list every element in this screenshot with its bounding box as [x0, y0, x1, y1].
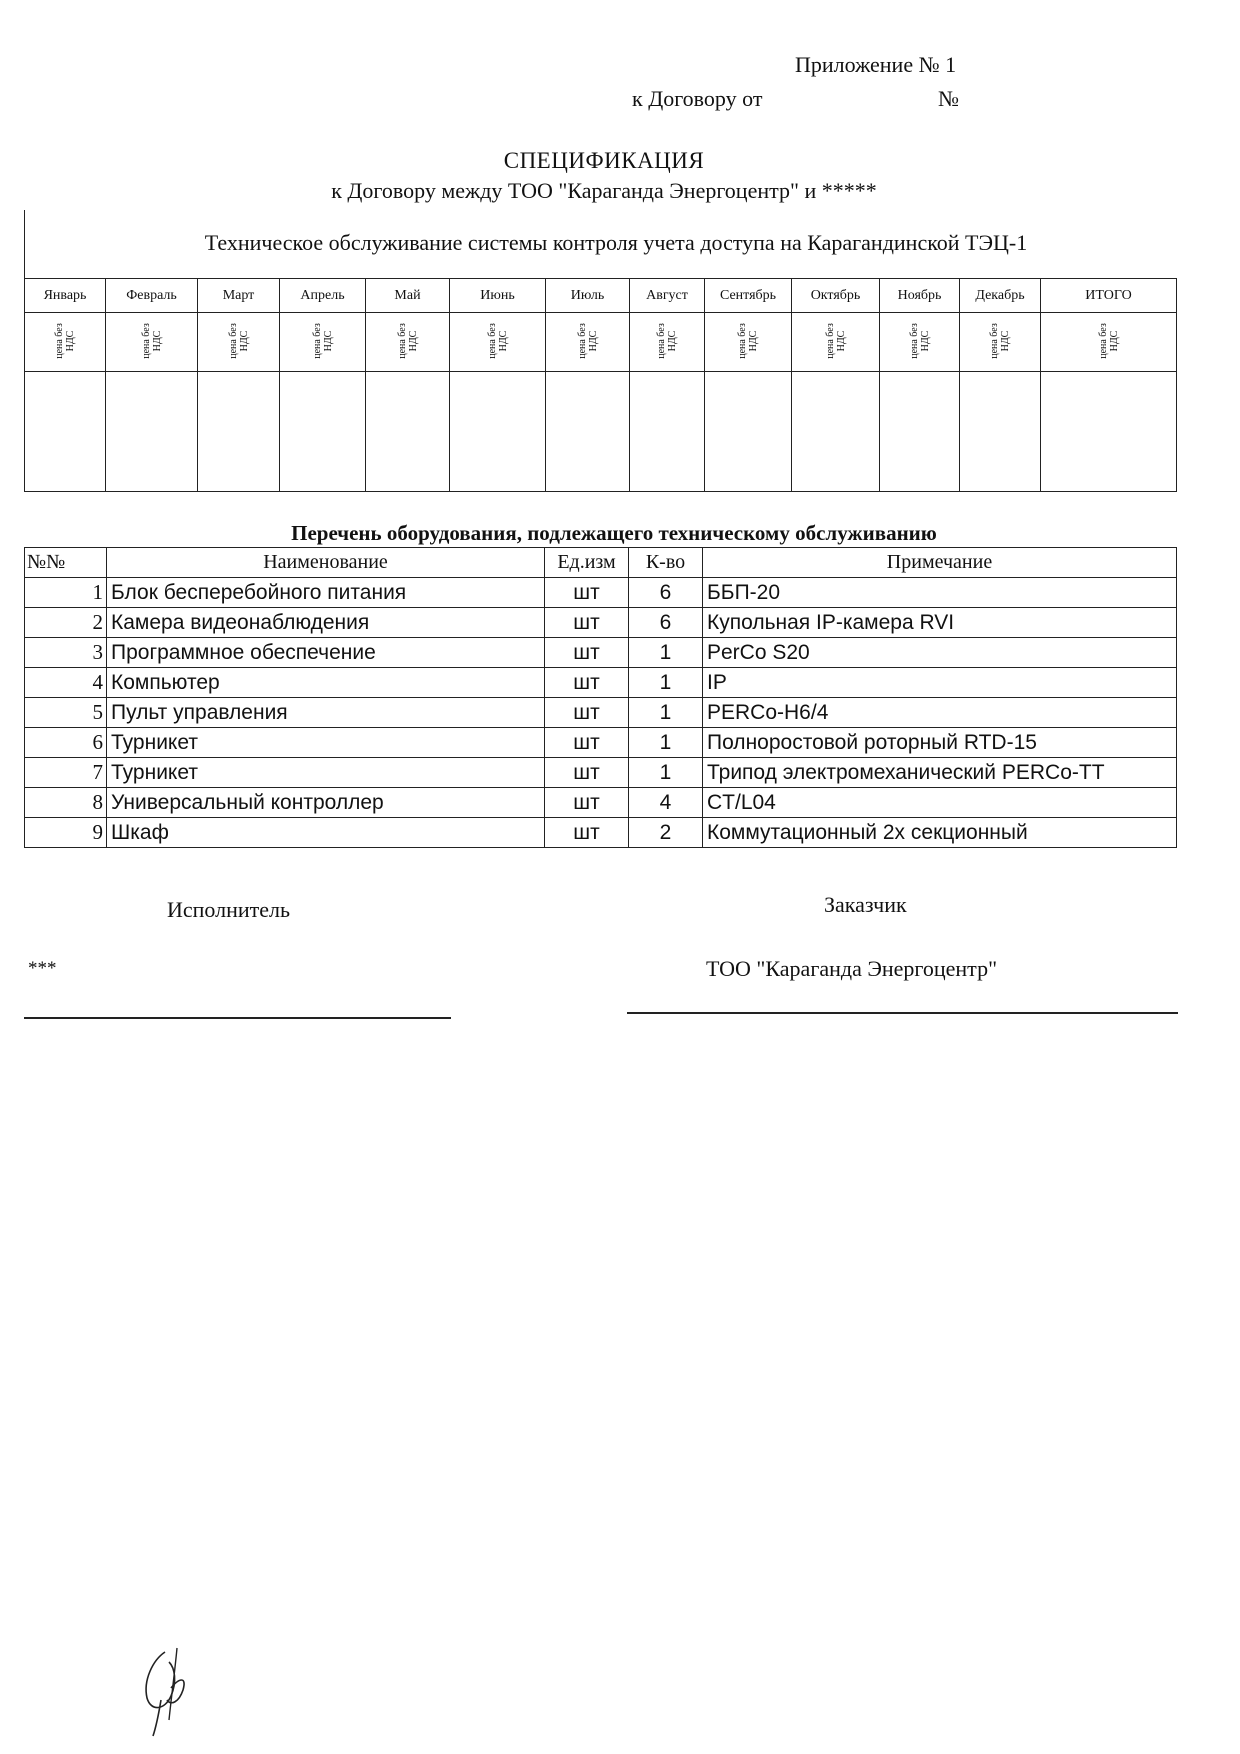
row-name: Программное обеспечение [107, 638, 545, 668]
price-label-cell [960, 313, 1041, 372]
price-label: цена без НДС [1097, 323, 1120, 359]
row-name: Блок бесперебойного питания [107, 578, 545, 608]
row-unit: шт [545, 578, 629, 608]
row-name: Пульт управления [107, 698, 545, 728]
month-header: Август [630, 279, 705, 313]
price-label-cell [198, 313, 280, 372]
row-note: ББП-20 [703, 578, 1177, 608]
row-number: 9 [25, 818, 107, 848]
row-unit: шт [545, 638, 629, 668]
monthly-price-table [24, 278, 1177, 492]
price-value-cell[interactable] [450, 372, 546, 492]
month-header: Февраль [106, 279, 198, 313]
price-value-cell[interactable] [280, 372, 366, 492]
customer-label: Заказчик [824, 892, 907, 917]
executor-label: Исполнитель [167, 897, 291, 922]
price-label-cell [705, 313, 792, 372]
row-name: Турникет [107, 728, 545, 758]
col-header-name: Наименование [107, 548, 545, 578]
price-label-cell [450, 313, 546, 372]
row-number: 4 [25, 668, 107, 698]
table-row [25, 788, 1177, 818]
row-qty: 1 [629, 668, 703, 698]
row-qty: 1 [629, 728, 703, 758]
price-value-cell[interactable] [880, 372, 960, 492]
month-header: Январь [25, 279, 106, 313]
row-note: Полноростовой роторный RTD-15 [703, 728, 1177, 758]
row-qty: 1 [629, 698, 703, 728]
price-label-cell [280, 313, 366, 372]
price-label: цена без НДС [824, 323, 847, 359]
table-row [25, 638, 1177, 668]
customer-signature-line [627, 1012, 1178, 1014]
executor-signature-line [24, 1017, 451, 1019]
table-row [25, 818, 1177, 848]
row-unit: шт [545, 728, 629, 758]
price-value-cell[interactable] [25, 372, 106, 492]
price-label: цена без НДС [486, 323, 509, 359]
row-number: 6 [25, 728, 107, 758]
row-unit: шт [545, 788, 629, 818]
total-header: ИТОГО [1041, 279, 1177, 313]
row-name: Компьютер [107, 668, 545, 698]
row-number: 1 [25, 578, 107, 608]
price-label-cell [366, 313, 450, 372]
row-name: Шкаф [107, 818, 545, 848]
row-unit: шт [545, 818, 629, 848]
price-label-cell [1041, 313, 1177, 372]
service-title: Техническое обслуживание системы контроля учета доступа на Карагандинской ТЭЦ-1 [204, 230, 1028, 255]
col-header-unit: Ед.изм [545, 548, 629, 578]
row-note: IP [703, 668, 1177, 698]
row-unit: шт [545, 608, 629, 638]
price-value-cell[interactable] [198, 372, 280, 492]
executor-name: *** [28, 958, 57, 979]
row-number: 7 [25, 758, 107, 788]
row-number: 2 [25, 608, 107, 638]
month-header: Апрель [280, 279, 366, 313]
price-value-cell[interactable] [366, 372, 450, 492]
row-note: CT/L04 [703, 788, 1177, 818]
price-label-cell [106, 313, 198, 372]
price-value-cell[interactable] [546, 372, 630, 492]
equipment-table [24, 547, 1177, 848]
col-header-note: Примечание [703, 548, 1177, 578]
price-value-cell[interactable] [630, 372, 705, 492]
row-note: Коммутационный 2х секционный [703, 818, 1177, 848]
row-qty: 4 [629, 788, 703, 818]
col-header-qty: К-во [629, 548, 703, 578]
price-label-cell [792, 313, 880, 372]
row-note: Купольная IP-камера RVI [703, 608, 1177, 638]
month-header: Май [366, 279, 450, 313]
month-header: Октябрь [792, 279, 880, 313]
price-label: цена без НДС [227, 323, 250, 359]
price-value-cell[interactable] [960, 372, 1041, 492]
price-label: цена без НДС [140, 323, 163, 359]
price-label: цена без НДС [736, 323, 759, 359]
price-label-cell [546, 313, 630, 372]
customer-name: ТОО "Караганда Энергоцентр" [706, 956, 998, 981]
row-name: Турникет [107, 758, 545, 788]
price-label: цена без НДС [988, 323, 1011, 359]
contract-reference: к Договору от [632, 86, 763, 111]
price-label: цена без НДС [53, 323, 76, 359]
equipment-list-title: Перечень оборудования, подлежащего техническому обслуживанию [291, 521, 937, 545]
price-label-cell [630, 313, 705, 372]
table-row [25, 758, 1177, 788]
table-row [25, 728, 1177, 758]
price-label-cell [880, 313, 960, 372]
col-header-number: №№ [25, 548, 107, 578]
row-unit: шт [545, 698, 629, 728]
price-value-cell[interactable] [106, 372, 198, 492]
equipment-header-row [25, 548, 1177, 578]
price-label: цена без НДС [908, 323, 931, 359]
row-qty: 2 [629, 818, 703, 848]
price-label-cell [25, 313, 106, 372]
table-row [25, 608, 1177, 638]
price-label: цена без НДС [311, 323, 334, 359]
price-label: цена без НДС [655, 323, 678, 359]
appendix-label: Приложение № 1 [795, 52, 957, 77]
month-header: Июнь [450, 279, 546, 313]
price-label: цена без НДС [576, 323, 599, 359]
document-title: СПЕЦИФИКАЦИЯ [503, 148, 705, 173]
row-unit: шт [545, 668, 629, 698]
row-name: Камера видеонаблюдения [107, 608, 545, 638]
month-header: Март [198, 279, 280, 313]
table-row [25, 578, 1177, 608]
handwritten-signature [125, 1640, 205, 1740]
row-number: 3 [25, 638, 107, 668]
row-note: PerCo S20 [703, 638, 1177, 668]
row-qty: 6 [629, 578, 703, 608]
month-header: Декабрь [960, 279, 1041, 313]
month-header: Ноябрь [880, 279, 960, 313]
row-name: Универсальный контроллер [107, 788, 545, 818]
contract-number-label: № [938, 86, 959, 111]
row-note: PERCo-H6/4 [703, 698, 1177, 728]
total-value-cell[interactable] [1041, 372, 1177, 492]
month-header: Июль [546, 279, 630, 313]
price-value-cell[interactable] [792, 372, 880, 492]
row-qty: 1 [629, 638, 703, 668]
row-number: 8 [25, 788, 107, 818]
document-subtitle: к Договору между ТОО "Караганда Энергоцентр" и ***** [331, 178, 877, 203]
table-row [25, 698, 1177, 728]
month-header: Сентябрь [705, 279, 792, 313]
row-unit: шт [545, 758, 629, 788]
row-qty: 6 [629, 608, 703, 638]
row-qty: 1 [629, 758, 703, 788]
row-note: Трипод электромеханический PERCo-TT [703, 758, 1177, 788]
table-row [25, 668, 1177, 698]
price-value-cell[interactable] [705, 372, 792, 492]
row-number: 5 [25, 698, 107, 728]
price-label: цена без НДС [396, 323, 419, 359]
